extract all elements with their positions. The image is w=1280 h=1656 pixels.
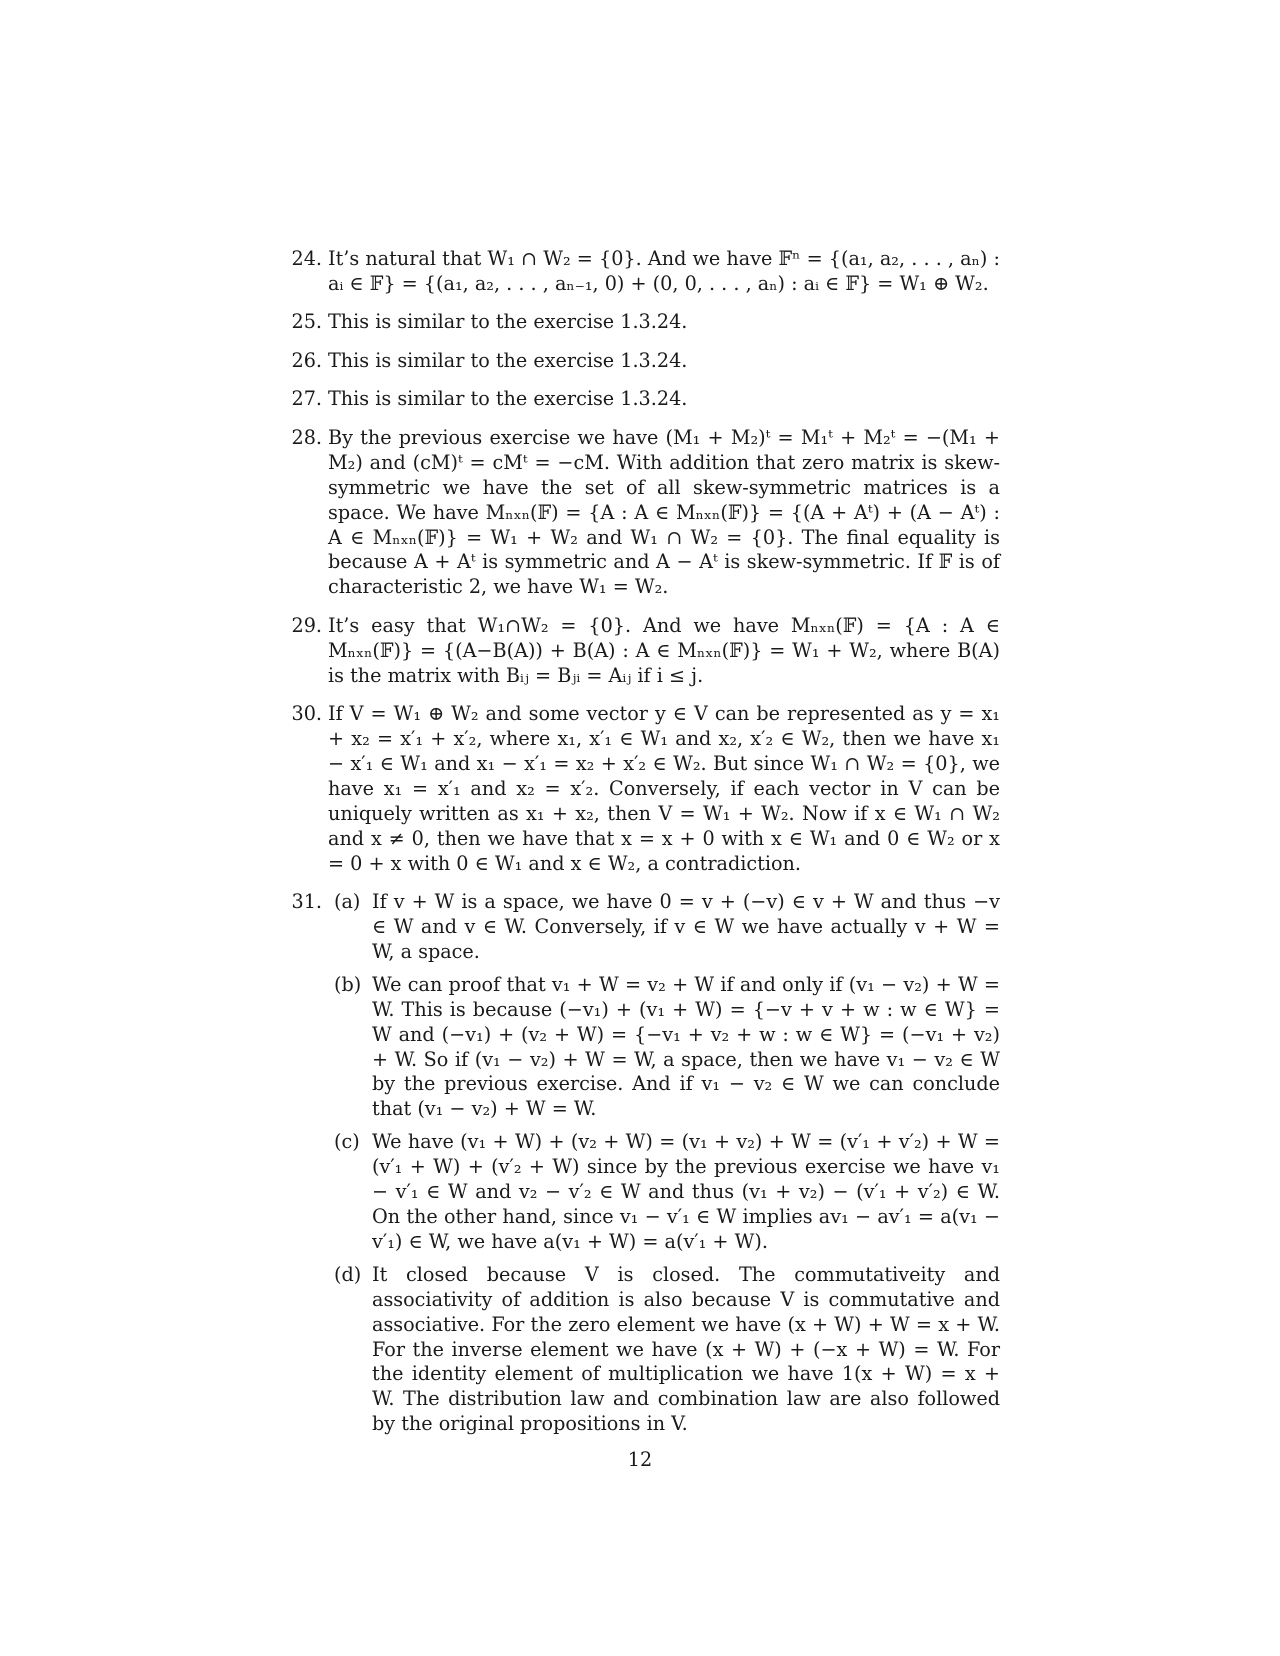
subpart-text: It closed because V is closed. The commutativeity and associativity of addition is also because V is commutative and associative. For the zero element we have (x + W) + W = x + W. For the inverse element we have (x + W) + (−x + W) = W. For the identity element of multiplication we have 1(x + W) = x + W. The distribution law and combination law are also followed by the original propositions in V. (372, 1262, 1000, 1436)
exercise-text: It’s easy that W₁∩W₂ = {0}. And we have Mₙₓₙ(𝔽) = {A : A ∈ Mₙₓₙ(𝔽)} = {(A−B(A)) + B(A) : A ∈ Mₙₓₙ(𝔽)} = W₁ + W₂, where B(A) is the matrix with Bᵢⱼ = Bⱼᵢ = Aᵢⱼ if i ≤ j. (328, 613, 1000, 687)
exercise-number: 30. (291, 702, 322, 726)
exercise-number: 25. (291, 310, 322, 334)
exercise-item-30 (280, 702, 1000, 876)
exercise-number: 31. (291, 890, 322, 914)
subpart-text: We have (v₁ + W) + (v₂ + W) = (v₁ + v₂) + W = (v′₁ + v′₂) + W = (v′₁ + W) + (v′₂ + W) since by the previous exercise we have v₁ − v′₁ ∈ W and v₂ − v′₂ ∈ W and thus (v₁ + v₂) − (v′₁ + v′₂) ∈ W. On the other hand, since v₁ − v′₁ ∈ W implies av₁ − av′₁ = a(v₁ − v′₁) ∈ W, we have a(v₁ + W) = a(v′₁ + W). (372, 1130, 1000, 1253)
exercise-number: 27. (291, 387, 322, 411)
exercise-number: 29. (291, 613, 322, 637)
subpart-c (328, 1130, 1000, 1255)
exercise-number: 26. (291, 348, 322, 372)
exercise-item-31 (280, 890, 1000, 1437)
exercise-list (280, 247, 1000, 1451)
exercise-number: 24. (291, 247, 322, 270)
page-number: 12 (627, 1448, 653, 1471)
exercise-text: This is similar to the exercise 1.3.24. (328, 310, 688, 334)
exercise-item-28 (280, 426, 1000, 600)
subpart-text: If v + W is a space, we have 0 = v + (−v) ∈ v + W and thus −v ∈ W and v ∈ W. Conversely, if v ∈ W we have actually v + W = W, a space. (372, 890, 1000, 963)
subpart-label: (b) (334, 972, 362, 996)
subpart-label: (d) (334, 1262, 362, 1286)
subpart-label: (a) (334, 890, 361, 914)
exercise-item-27 (280, 387, 1000, 412)
exercise-item-26 (280, 349, 1000, 374)
exercise-item-24 (280, 247, 1000, 297)
subpart-text: We can proof that v₁ + W = v₂ + W if and only if (v₁ − v₂) + W = W. This is because (−v₁) + (v₁ + W) = {−v + v + w : w ∈ W} = W and (−v₁) + (v₂ + W) = {−v₁ + v₂ + w : w ∈ W} = (−v₁ + v₂) + W. So if (v₁ − v₂) + W = W, a space, then we have v₁ − v₂ ∈ W by the previous exercise. And if v₁ − v₂ ∈ W we can conclude that (v₁ − v₂) + W = W. (372, 972, 1000, 1121)
subpart-a (328, 890, 1000, 965)
subpart-d (328, 1263, 1000, 1437)
exercise-text: If V = W₁ ⊕ W₂ and some vector y ∈ V can be represented as y = x₁ + x₂ = x′₁ + x′₂, where x₁, x′₁ ∈ W₁ and x₂, x′₂ ∈ W₂, then we have x₁ − x′₁ ∈ W₁ and x₁ − x′₁ = x₂ + x′₂ ∈ W₂. But since W₁ ∩ W₂ = {0}, we have x₁ = x′₁ and x₂ = x′₂. Conversely, if each vector in V can be uniquely written as x₁ + x₂, then V = W₁ + W₂. Now if x ∈ W₁ ∩ W₂ and x ≠ 0, then we have that x = x + 0 with x ∈ W₁ and 0 ∈ W₂ or x = 0 + x with 0 ∈ W₁ and x ∈ W₂, a contradiction. (328, 702, 1000, 875)
exercise-text: It’s natural that W₁ ∩ W₂ = {0}. And we have 𝔽ⁿ = {(a₁, a₂, . . . , aₙ) : aᵢ ∈ 𝔽} = {(a₁, a₂, . . . , aₙ₋₁, 0) + (0, 0, . . . , aₙ) : aᵢ ∈ 𝔽} = W₁ ⊕ W₂. (328, 247, 1000, 295)
exercise-text: This is similar to the exercise 1.3.24. (328, 348, 688, 372)
exercise-item-29 (280, 614, 1000, 689)
subpart-b (328, 973, 1000, 1122)
subpart-label: (c) (334, 1130, 360, 1154)
exercise-text: This is similar to the exercise 1.3.24. (328, 387, 688, 411)
exercise-item-25 (280, 310, 1000, 335)
exercise-number: 28. (291, 425, 322, 449)
exercise-text: By the previous exercise we have (M₁ + M₂)ᵗ = M₁ᵗ + M₂ᵗ = −(M₁ + M₂) and (cM)ᵗ = cMᵗ = −cM. With addition that zero matrix is skew-symmetric we have the set of all skew-symmetric matrices is a space. We have Mₙₓₙ(𝔽) = {A : A ∈ Mₙₓₙ(𝔽)} = {(A + Aᵗ) + (A − Aᵗ) : A ∈ Mₙₓₙ(𝔽)} = W₁ + W₂ and W₁ ∩ W₂ = {0}. The final equality is because A + Aᵗ is symmetric and A − Aᵗ is skew-symmetric. If 𝔽 is of characteristic 2, we have W₁ = W₂. (328, 425, 1000, 599)
